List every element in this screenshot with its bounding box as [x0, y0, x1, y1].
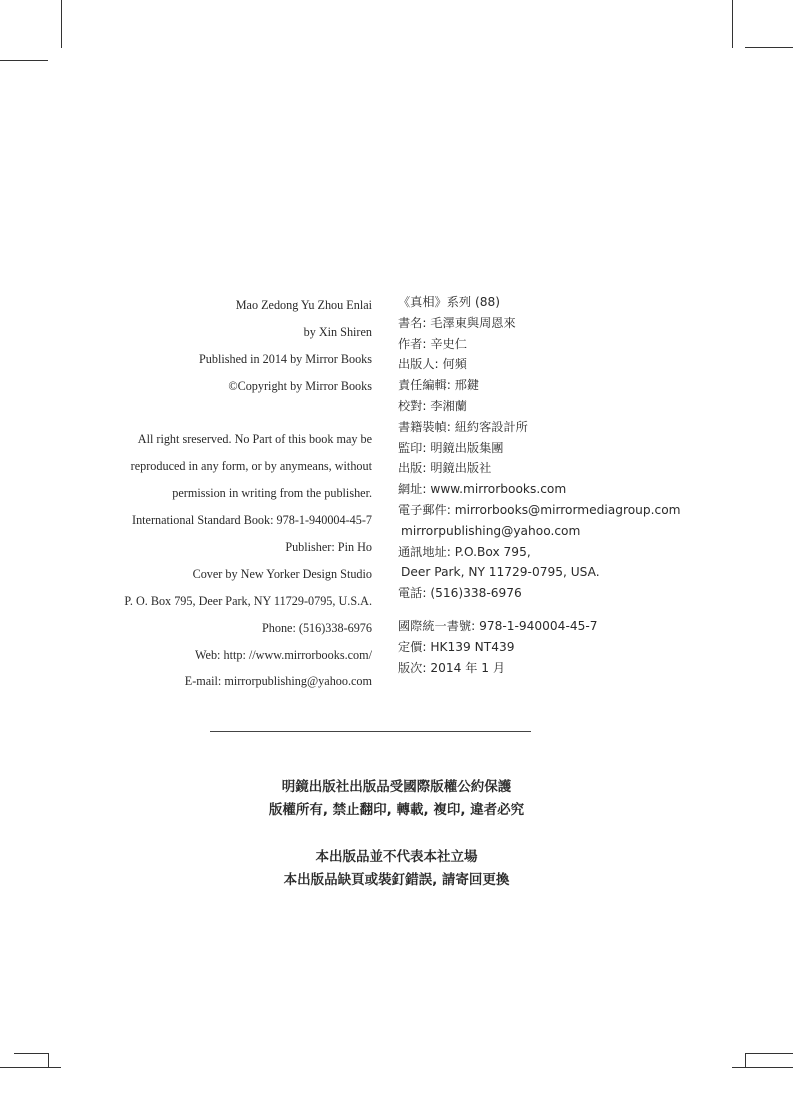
rights-line-3: permission in writing from the publisher.: [172, 486, 372, 501]
crop-mark-bottom-left-horizontal: [14, 1053, 48, 1054]
series-line: 《真相》系列 (88): [398, 295, 501, 309]
notice-line-1: 明鏡出版社出版品受國際版權公約保護: [281, 779, 512, 795]
proofreader-zh: 校對: 李湘蘭: [398, 398, 467, 413]
press-zh: 出版: 明鏡出版社: [398, 461, 492, 476]
author-en: by Xin Shiren: [303, 324, 372, 339]
design-zh: 書籍裝幀: 紐約客設計所: [398, 419, 528, 434]
crop-mark-bottom-right-vertical: [745, 1053, 746, 1067]
isbn-en: International Standard Book: 978-1-940004-45-7: [132, 513, 372, 528]
notice-line-3: 本出版品並不代表本社立場: [315, 849, 478, 865]
isbn-zh: 國際統一書號: 978-1-940004-45-7: [398, 618, 598, 633]
website-zh: 網址: www.mirrorbooks.com: [398, 482, 567, 497]
printing-supervisor-zh: 監印: 明鏡出版集團: [398, 440, 504, 455]
phone-zh: 電話: (516)338-6976: [398, 586, 522, 601]
crop-mark-bottom-left-base: [0, 1067, 61, 1068]
english-colophon: [72, 292, 372, 695]
address-en: P. O. Box 795, Deer Park, NY 11729-0795, U.S.A.: [124, 593, 372, 608]
edition-zh: 版次: 2014 年 1 月: [398, 660, 506, 675]
copyright-line: ©Copyright by Mirror Books: [228, 378, 372, 393]
crop-mark-bottom-right-base: [732, 1067, 793, 1068]
copyright-notices: [0, 776, 793, 892]
phone-en: Phone: (516)338-6976: [261, 620, 372, 635]
web-en: Web: http: //www.mirrorbooks.com/: [195, 647, 372, 662]
book-title-en: Mao Zedong Yu Zhou Enlai: [235, 298, 372, 312]
editor-zh: 責任編輯: 邢鍵: [398, 378, 480, 393]
address-zh: 通訊地址: P.O.Box 795,: [398, 544, 531, 559]
notice-line-2: 版權所有, 禁止翻印, 轉載, 複印, 違者必究: [268, 802, 525, 818]
price-zh: 定價: HK139 NT439: [398, 639, 515, 654]
book-title-zh: 書名: 毛澤東與周恩來: [398, 315, 516, 330]
crop-mark-bottom-right-horizontal: [745, 1053, 793, 1054]
crop-mark-top-left-horizontal: [0, 60, 48, 61]
crop-mark-top-right-vertical: [732, 0, 733, 48]
chinese-colophon: [398, 292, 788, 678]
crop-mark-top-right-horizontal: [745, 47, 793, 48]
publisher-en: Publisher: Pin Ho: [285, 540, 372, 555]
divider-rule: [210, 731, 531, 732]
email-zh-2: mirrorpublishing@yahoo.com: [401, 523, 581, 538]
crop-mark-bottom-left-vertical: [48, 1053, 49, 1067]
published-line: Published in 2014 by Mirror Books: [199, 351, 372, 366]
notice-line-4: 本出版品缺頁或裝釘錯誤, 請寄回更換: [283, 872, 510, 888]
crop-mark-top-left-vertical: [61, 0, 62, 48]
email-zh: 電子郵件: mirrorbooks@mirrormediagroup.com: [398, 502, 681, 517]
email-en: E-mail: mirrorpublishing@yahoo.com: [184, 674, 372, 689]
rights-line-1: All right sreserved. No Part of this book may be: [137, 432, 372, 447]
rights-line-2: reproduced in any form, or by anymeans, without: [130, 459, 372, 474]
cover-credit: Cover by New Yorker Design Studio: [192, 566, 372, 581]
author-zh: 作者: 辛史仁: [398, 336, 467, 351]
publisher-zh: 出版人: 何頻: [398, 357, 467, 372]
address-zh-2: Deer Park, NY 11729-0795, USA.: [401, 565, 600, 580]
